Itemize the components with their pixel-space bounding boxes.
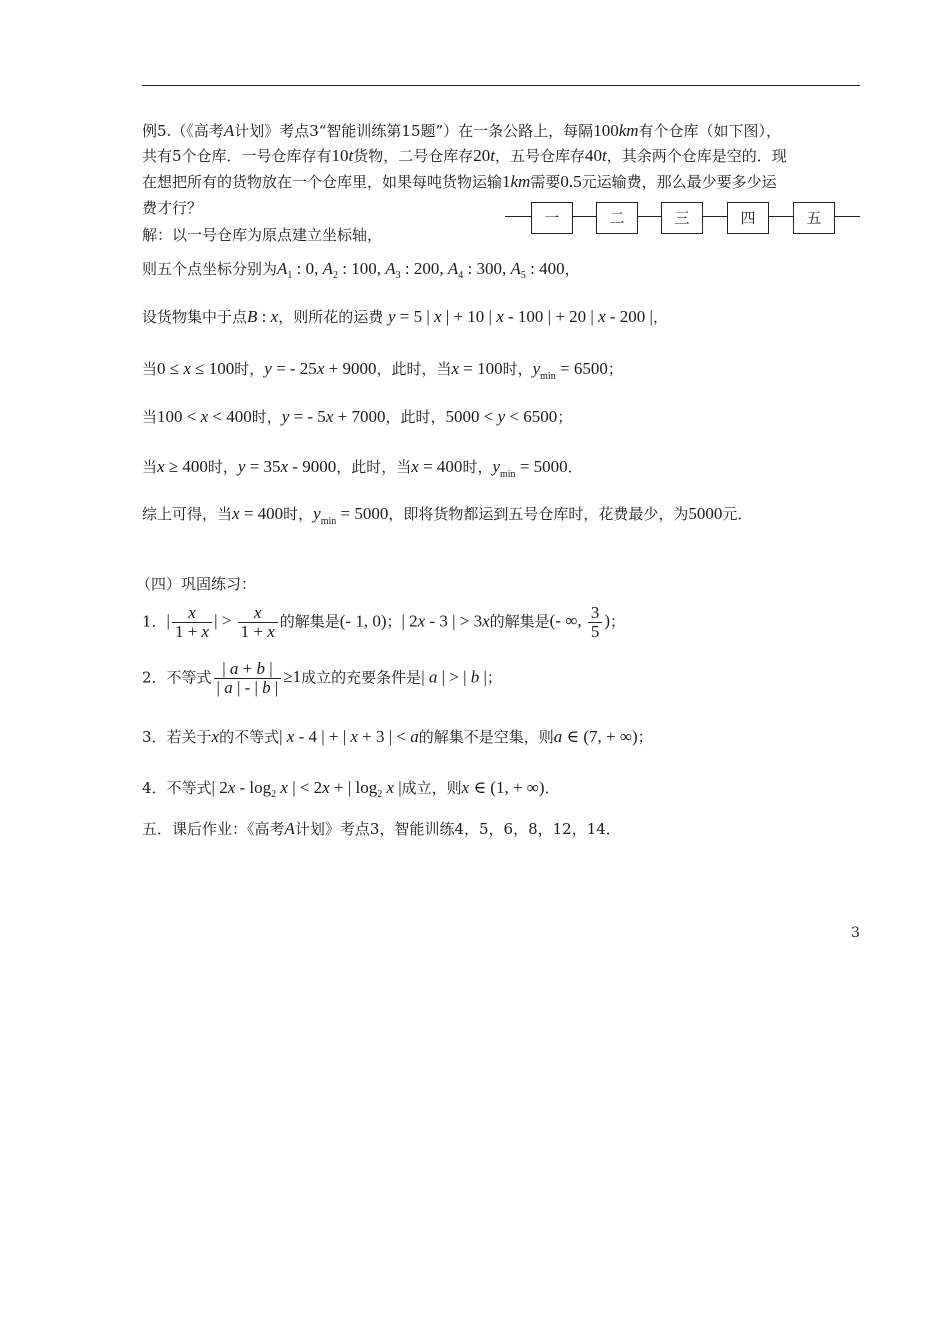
solution-line-4: 当0 ≤ x ≤ 100时，y = - 25x + 9000，此时，当x = 100时，$y_{min} = 6500$； bbox=[142, 359, 623, 382]
practice-q1: 1．| $\frac{x}{1 + x}$ | > $\frac{x}{1 + x}$ 的解集是(- 1, 0)；| 2x - 3 | > 3x的解集是(- ∞, $\frac{3}{5}$ )； bbox=[142, 603, 626, 641]
warehouse-2: 二 bbox=[596, 202, 638, 234]
header-rule bbox=[142, 85, 860, 86]
solution-line-7: 综上可得，当x = 400时，$y_{min} = 5000$，即将货物都运到五号仓库时，花费最少，为5000元． bbox=[142, 504, 753, 527]
warehouse-1: 一 bbox=[531, 202, 573, 234]
homework-line: 五．课后作业：《高考A计划》考点3，智能训练4，5，6，8，12，14． bbox=[142, 819, 621, 838]
example-line-2: 共有5个仓库．一号仓库存有10t货物，二号仓库存20t，五号仓库存40t，其余两个仓库是空的．现 bbox=[142, 146, 787, 165]
page-number: 3 bbox=[851, 925, 860, 941]
practice-q2: 2．不等式 $\frac{| a + b |}{| a | - | b |}$ ≥1成立的充要条件是| a | > | b |； bbox=[142, 659, 502, 697]
solution-line-6: 当x ≥ 400时，y = 35x - 9000，此时，当x = 400时，$y_{min} = 5000$． bbox=[142, 457, 583, 480]
example-line-1: 例5.（《高考A计划》考点3“智能训练第15题”）在一条公路上，每隔100km有个仓库（如下图）， bbox=[142, 121, 782, 140]
practice-q4: 4．不等式| $2x - \log_2 x$ | < 2x + | $\log_2 x$ |成立，则x ∈ (1, + ∞)． bbox=[142, 778, 560, 800]
warehouse-3: 三 bbox=[661, 202, 703, 234]
solution-line-5: 当100 < x < 400时，y = - 5x + 7000，此时，5000 < y < 6500； bbox=[142, 407, 573, 426]
practice-q3: 3．若关于x的不等式| x - 4 | + | x + 3 | < a的解集不是空集，则a ∈ (7, + ∞)； bbox=[142, 727, 653, 746]
example-line-3: 在想把所有的货物放在一个仓库里，如果每吨货物运输1km需要0.5元运输费，那么最少要多少运 bbox=[142, 172, 777, 191]
practice-heading: （四）巩固练习： bbox=[136, 575, 257, 593]
solution-line-3: 设货物集中于点B : x，则所花的运费 y = 5 | x | + 10 | x - 100 | + 20 | x - 200 |， bbox=[142, 307, 668, 326]
solution-line-1: 解：以一号仓库为原点建立坐标轴， bbox=[142, 226, 383, 244]
warehouse-4: 四 bbox=[727, 202, 769, 234]
warehouse-5: 五 bbox=[793, 202, 835, 234]
example-line-4: 费才行？ bbox=[142, 199, 203, 217]
solution-line-2: 则五个点坐标分别为$A_1$ : 0, $A_2$ : 100, $A_3$ : 200, $A_4$ : 300, $A_5$ : 400， bbox=[142, 259, 580, 281]
